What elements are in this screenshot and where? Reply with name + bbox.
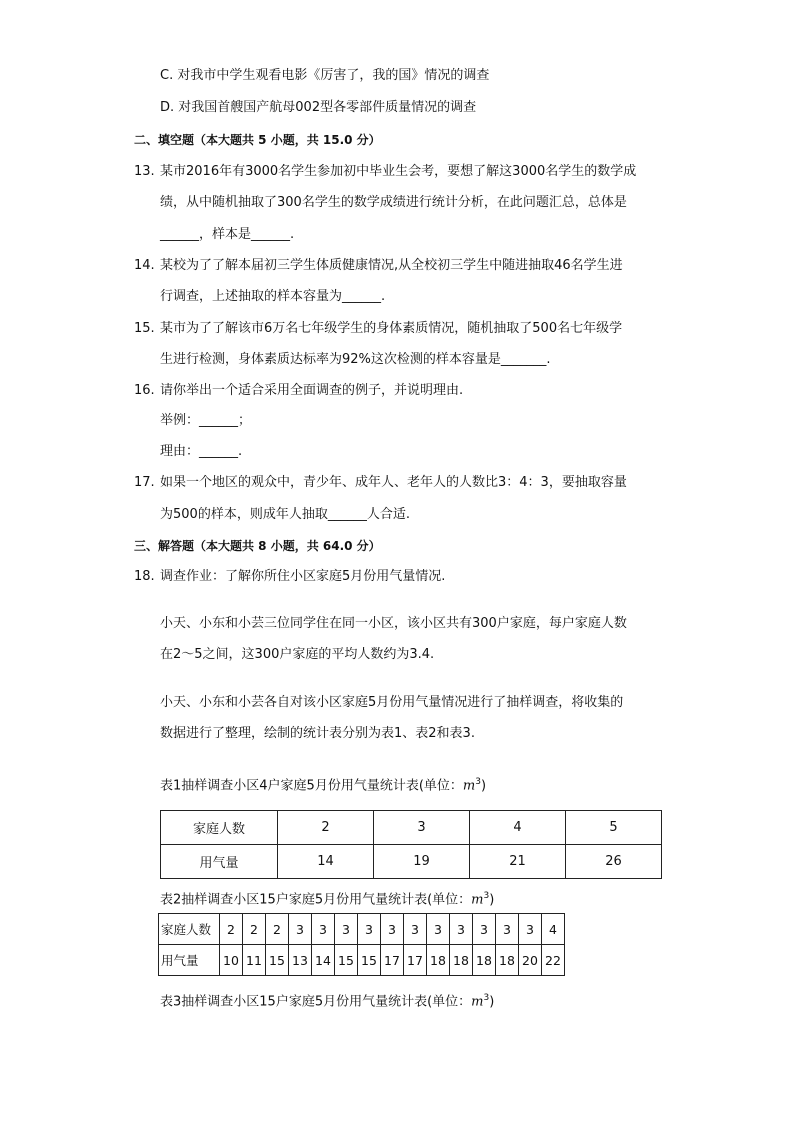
section3-title: 三、解答题（本大题共 8 小题，共 64.0 分） — [134, 539, 381, 553]
table2-cell: 18 — [427, 945, 450, 976]
table1-cell: 2 — [278, 811, 374, 845]
table2-cell: 3 — [473, 914, 496, 945]
q15-line2: 生进行检测，身体素质达标率为92%这次检测的样本容量是_______. — [160, 352, 551, 367]
table2-cell: 2 — [243, 914, 266, 945]
q14-line2: 行调查，上述抽取的样本容量为______. — [160, 289, 386, 304]
q18-paragraph1-line1: 小天、小东和小芸三位同学住在同一小区，该小区共有300户家庭，每户家庭人数 — [160, 616, 627, 631]
table2-header-cell: 用气量 — [159, 945, 220, 976]
q16-reason: 理由：______. — [160, 444, 243, 459]
table1-row-gas-usage — [161, 845, 662, 879]
q17-line1: 如果一个地区的观众中，青少年、成年人、老年人的人数比3：4：3，要抽取容量 — [160, 475, 627, 490]
table2-cell: 13 — [289, 945, 312, 976]
table2-caption: 表2抽样调查小区15户家庭5月份用气量统计表(单位：$m^3$) — [160, 891, 495, 908]
q18-paragraph2-line2: 数据进行了整理，绘制的统计表分别为表1、表2和表3. — [160, 726, 475, 741]
table2-cell: 2 — [266, 914, 289, 945]
table1-cell: 26 — [566, 845, 662, 879]
table2-cell: 20 — [519, 945, 542, 976]
section2-title: 二、填空题（本大题共 5 小题，共 15.0 分） — [134, 133, 381, 147]
q16-line1: 请你举出一个适合采用全面调查的例子，并说明理由. — [160, 383, 464, 398]
table1-cell: 21 — [470, 845, 566, 879]
table2-cell: 3 — [404, 914, 427, 945]
table2-cell: 3 — [519, 914, 542, 945]
table2-cell: 2 — [220, 914, 243, 945]
table1-cell: 5 — [566, 811, 662, 845]
q14-line1: 某校为了了解本届初三学生体质健康情况,从全校初三学生中随进抽取46名学生进 — [160, 258, 623, 273]
table2 — [158, 913, 565, 976]
table2-cell: 18 — [450, 945, 473, 976]
q13-line2: 绩，从中随机抽取了300名学生的数学成绩进行统计分析，在此问题汇总，总体是 — [160, 195, 627, 210]
table1-cell: 3 — [374, 811, 470, 845]
q15-line1: 某市为了了解该市6万名七年级学生的身体素质情况，随机抽取了500名七年级学 — [160, 321, 623, 336]
table2-cell: 15 — [266, 945, 289, 976]
table2-cell: 14 — [312, 945, 335, 976]
q16-number: 16. — [134, 383, 155, 398]
table2-cell: 11 — [243, 945, 266, 976]
q14-number: 14. — [134, 258, 155, 273]
table2-cell: 15 — [358, 945, 381, 976]
table2-cell: 3 — [335, 914, 358, 945]
table2-cell: 22 — [542, 945, 565, 976]
table2-cell: 3 — [358, 914, 381, 945]
q18-paragraph1-line2: 在2～5之间，这300户家庭的平均人数约为3.4. — [160, 647, 435, 662]
table2-cell: 4 — [542, 914, 565, 945]
table2-row-household-size — [159, 914, 565, 945]
q18-paragraph2-line1: 小天、小东和小芸各自对该小区家庭5月份用气量情况进行了抽样调查，将收集的 — [160, 695, 624, 710]
table2-cell: 3 — [427, 914, 450, 945]
option-d: D. 对我国首艘国产航母002型各零部件质量情况的调查 — [160, 100, 477, 115]
q17-number: 17. — [134, 475, 155, 490]
table1-cell: 19 — [374, 845, 470, 879]
table1-cell: 14 — [278, 845, 374, 879]
option-c: C. 对我市中学生观看电影《厉害了，我的国》情况的调查 — [160, 68, 490, 83]
table2-cell: 3 — [450, 914, 473, 945]
table1-header-cell: 用气量 — [161, 845, 278, 879]
q15-number: 15. — [134, 321, 155, 336]
q18-number: 18. — [134, 569, 155, 584]
table2-row-gas-usage — [159, 945, 565, 976]
table2-cell: 18 — [496, 945, 519, 976]
q17-line2: 为500的样本，则成年人抽取______人合适. — [160, 507, 410, 522]
table2-cell: 3 — [289, 914, 312, 945]
table1 — [160, 810, 662, 879]
q13-line3: ______，样本是______. — [160, 227, 295, 242]
table1-row-household-size — [161, 811, 662, 845]
table1-cell: 4 — [470, 811, 566, 845]
q18-line1: 调查作业：了解你所住小区家庭5月份用气量情况. — [160, 569, 446, 584]
table2-cell: 3 — [496, 914, 519, 945]
table2-cell: 3 — [381, 914, 404, 945]
table1-header-cell: 家庭人数 — [161, 811, 278, 845]
q13-line1: 某市2016年有3000名学生参加初中毕业生会考，要想了解这3000名学生的数学成 — [160, 164, 637, 179]
q13-number: 13. — [134, 164, 155, 179]
table2-cell: 17 — [381, 945, 404, 976]
table2-cell: 10 — [220, 945, 243, 976]
table2-cell: 3 — [312, 914, 335, 945]
table2-cell: 15 — [335, 945, 358, 976]
table1-caption: 表1抽样调查小区4户家庭5月份用气量统计表(单位：$m^3$) — [160, 777, 487, 794]
table3-caption: 表3抽样调查小区15户家庭5月份用气量统计表(单位：$m^3$) — [160, 993, 495, 1010]
q16-example: 举例：______； — [160, 413, 252, 428]
table2-cell: 17 — [404, 945, 427, 976]
table2-header-cell: 家庭人数 — [159, 914, 220, 945]
table2-cell: 18 — [473, 945, 496, 976]
